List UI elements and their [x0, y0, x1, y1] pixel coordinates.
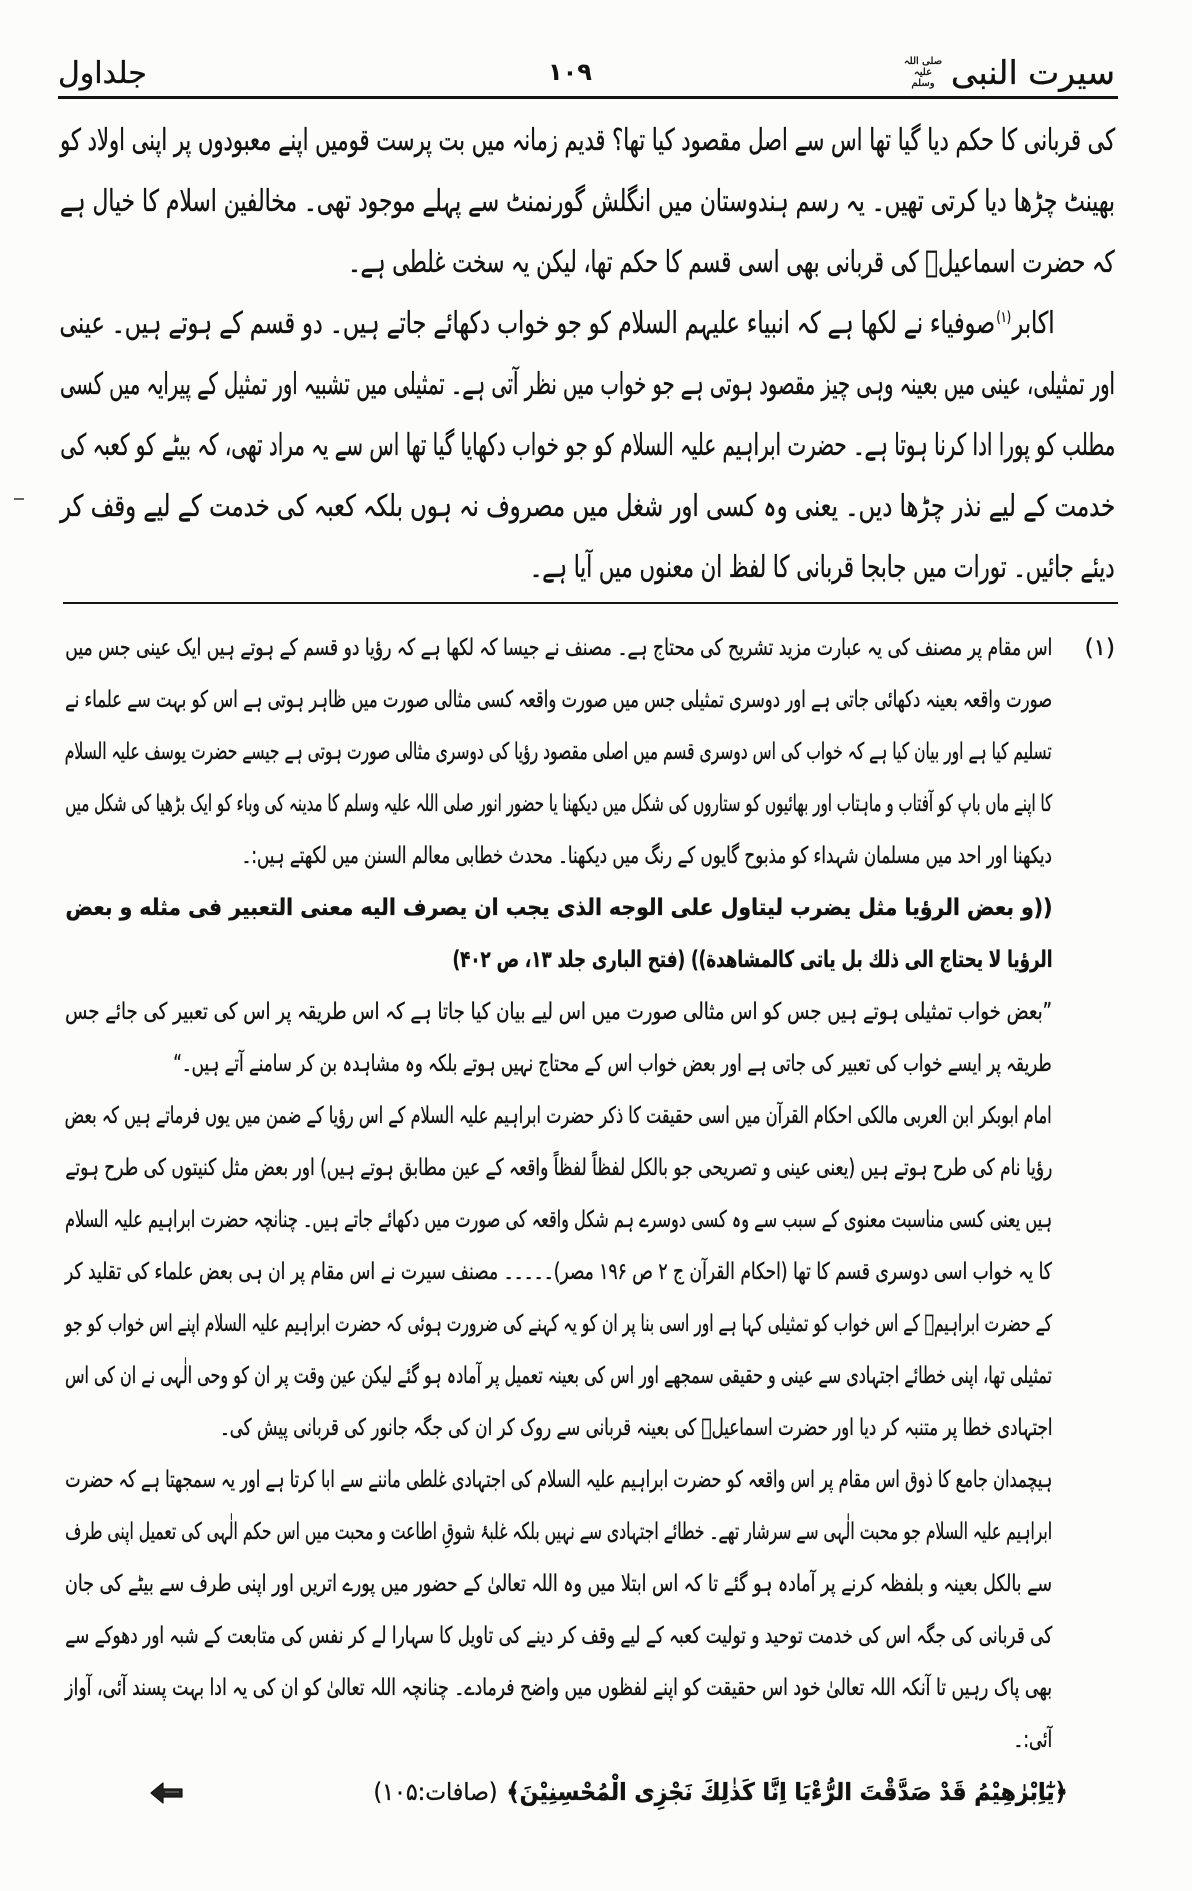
footnote-line: ہیں یعنی کسی مناسبت معنوی کے سبب سے وہ کسی دوسرے ہم شکل واقعہ کی صورت میں دکھائے جاتے ہیں۔ چنانچہ حضرت ابراہیم علیہ السلام: [64, 1207, 1052, 1233]
footnote-line: تسلیم کیا ہے اور بیان کیا ہے کہ خواب کی اس دوسری قسم میں اصلی مقصود رؤیا کی دوسری مثالی صورت ہوتی ہے جیسے حضرت یوسف علیہ السلام: [64, 739, 1052, 765]
scan-mark: [14, 498, 24, 500]
book-title: [901, 50, 1115, 96]
volume-label: جلداول: [58, 56, 147, 91]
footnote-text: [65, 622, 1052, 1766]
footnote-line: طریقہ پر ایسے خواب کی تعبیر کی جاتی ہے اور بعض خواب اس کے محتاج نہیں ہوتے بلکہ وہ مشاہدہ بن کر سامنے آتے ہیں۔“: [173, 1051, 1052, 1077]
main-line: اور تمثیلی، عینی میں بعینہ وہی چیز مقصود ہوتی ہے جو خواب میں نظر آتی ہے۔ تمثیلی میں تشبیہ اور تمثیل کے پیرایہ میں کسی: [60, 367, 1115, 402]
footnote-line: ہیچمدان جامع کا ذوق اس مقام پر اس واقعہ کو حضرت ابراہیم علیہ السلام کی اجتہادی غلطی ماننے سے ابا کرتا ہے اور یہ سمجھتا ہے کہ حضرت: [64, 1467, 1052, 1493]
footnote-marker: (۱): [1084, 635, 1115, 661]
main-line: دیئے جائیں۔ تورات میں جابجا قربانی کا لفظ ان معنوں میں آیا ہے۔: [530, 550, 1115, 585]
main-text: [60, 110, 1115, 598]
main-line-text: اکابر: [1013, 306, 1055, 341]
footnote-reference: (۱): [996, 308, 1012, 326]
honorific-ligature: صلی اللہ علیہ وسلم: [903, 56, 943, 89]
quran-verse: ﴿يٰٓاِبْرٰهِيْمُ قَدْ صَدَّقْتَ الرُّءْيَا اِنَّا كَذٰلِكَ نَجْزِى الْمُحْسِنِيْنَ﴾: [507, 1778, 1068, 1806]
main-line: کی قربانی کا حکم دیا گیا تھا اس سے اصل مقصود کیا تھا؟ قدیم زمانہ میں بت پرست قومیں اپنے معبودوں پر اپنی اولاد کو: [59, 123, 1115, 158]
footnote-line: کی قربانی کی جگہ اس کی خدمت توحید و تولیت کعبہ کے لیے وقف کر دینے کی تاویل کا سہارا لے کر نفس کی متابعت کے شبہ اور دھوکے سے: [65, 1623, 1052, 1649]
footnote-line: دیکھنا اور احد میں مسلمان شہداء کو مذبوح گایوں کے رنگ میں دیکھنا۔ محدث خطابی معالم السنن میں لکھتے ہیں:۔: [241, 843, 1052, 869]
footnote-line: کا یہ خواب اسی دوسری قسم کا تھا (احکام القرآن ج ۲ ص ۱۹۶ مصر)۔۔۔۔۔ مصنف سیرت نے اس مقام پر ان ہی بعض علماء کی تقلید کر: [65, 1259, 1052, 1285]
main-line: بھینٹ چڑھا دیا کرتی تھیں۔ یہ رسم ہندوستان میں انگلش گورنمنٹ سے پہلے موجود تھی۔ مخالفین اسلام کا خیال ہے: [59, 184, 1115, 219]
footnote-line: ”بعض خواب تمثیلی ہوتے ہیں جس کو اس مثالی صورت میں اس لیے بیان کیا جاتا ہے کہ اس طریقہ پر اس کی تعبیر کی جائے جس: [64, 999, 1052, 1025]
quran-verse-line: [374, 1766, 1068, 1818]
arabic-quotation-line: ((و بعض الرؤيا مثل يضرب ليتاول على الوجه الذى يجب ان يصرف اليه معنى التعبير فى مثله و بعض: [65, 895, 1052, 921]
footnote-line: تمثیلی تھا، اپنی خطائے اجتہادی سے عینی و حقیقی سمجھے اور اس کی بعینہ تعمیل پر آمادہ ہو گئے لیکن عین وقت پر ان کو وحی الٰہی نے ان کی اس: [64, 1363, 1052, 1389]
main-line-text: صوفیاء نے لکھا ہے کہ انبیاء علیہم السلام کو جو خواب دکھائے جاتے ہیں۔ دو قسم کے ہوتے ہیں۔ عینی: [59, 306, 996, 341]
main-line: کہ حضرت اسماعیلؑ کی قربانی بھی اسی قسم کا حکم تھا، لیکن یہ سخت غلطی ہے۔: [348, 245, 1115, 280]
main-line: مطلب کو پورا ادا کرنا ہوتا ہے۔ حضرت ابراہیم علیہ السلام کو جو خواب دکھایا گیا تھا اس سے یہ مراد تھی، کہ بیٹے کو کعبہ کی: [60, 428, 1115, 463]
header-rule: [58, 96, 1118, 99]
footnote-line: آئی:۔: [1013, 1727, 1052, 1753]
footnote-line: اس مقام پر مصنف کی یہ عبارت مزید تشریح کی محتاج ہے۔ مصنف نے جیسا کہ لکھا ہے کہ رؤیا دو قسم کے ہوتے ہیں ایک عینی جس میں: [64, 635, 1052, 661]
footnote-line: اجتہادی خطا پر متنبہ کر دیا اور حضرت اسماعیلؑ کی بعینہ قربانی سے روک کر ان کی جگہ جانور کی قربانی پیش کی۔: [219, 1415, 1052, 1441]
footnote-line: رؤیا نام کی طرح ہوتے ہیں (یعنی عینی و تصریحی جو بالکل لفظاً لفظاً واقعہ کے عین مطابق ہوتے ہیں) اور بعض مثل کنیتوں کی طرح ہوتے: [64, 1155, 1052, 1181]
footnote-line: ابراہیم علیہ السلام جو محبت الٰہی سے سرشار تھے۔ خطائے اجتہادی سے نہیں بلکہ غلبۂ شوقِ اطاعت و محبت میں اس حکم الٰہی کی تعمیل اپنی طرف: [65, 1519, 1052, 1545]
footnote-line: امام ابوبکر ابن العربی مالکی احکام القرآن میں اسی حقیقت کا ذکر حضرت ابراہیم علیہ السلام کے اس رؤیا کے ضمن میں یوں فرماتے ہیں کہ بعض: [64, 1103, 1052, 1129]
footnote-line: بھی پاک رہیں تا آنکہ اللہ تعالیٰ خود اس حقیقت کو اپنے لفظوں میں واضح فرمادے۔ چنانچہ اللہ تعالیٰ کو ان کی یہ ادا بہت پسند آئی، آواز: [65, 1675, 1052, 1701]
footnote-line: کے حضرت ابراہیمؑ کے اس خواب کو تمثیلی کہا ہے اور اسی بنا پر ان کو یہ کہنے کی ضرورت ہوئی کہ حضرت ابراہیم علیہ السلام اپنے اس خواب کو جو: [64, 1311, 1052, 1337]
left-arrow-icon: [150, 1781, 184, 1805]
footnote-line: کا اپنے ماں باپ کو آفتاب و ماہتاب اور بھائیوں کو ستاروں کی شکل میں دیکھنا یا حضور انور صلی اللہ علیہ وسلم کا مدینہ کی وباء کو ایک بڑھیا کی شکل میں: [64, 791, 1052, 817]
quran-reference: (صافات:۱۰۵): [373, 1778, 498, 1806]
page-number: ۱۰۹: [548, 58, 592, 86]
footnote-line: سے بالکل بعینہ و بلفظہ کرنے پر آمادہ ہو گئے تا کہ اس ابتلا میں وہ اللہ تعالیٰ کے حضور میں پورے اتریں اور اپنی طرف سے بیٹے کی جان: [64, 1571, 1052, 1597]
quran-verse-row: [374, 1766, 1068, 1818]
main-line: خدمت کے لیے نذر چڑھا دیں۔ یعنی وہ کسی اور شغل میں مصروف نہ ہوں بلکہ کعبہ کی خدمت کے لیے وقف کر: [59, 489, 1115, 524]
arabic-quotation-line: الرؤيا لا يحتاج الى ذلك بل ياتى كالمشاهدة)) (فتح الباری جلد ۱۳، ص ۴۰۲): [452, 947, 1052, 973]
book-title-text: سیرت النبی: [950, 53, 1115, 92]
footnote-line: صورت واقعہ بعینہ دکھائی جاتی ہے اور دوسری تمثیلی جس میں صورت واقعہ کسی مثالی صورت میں ظاہر ہوتی ہے اس کو بہت سے علماء نے: [65, 687, 1052, 713]
main-line-paragraph-start: [60, 293, 1055, 354]
footnote-separator: [63, 602, 1118, 604]
